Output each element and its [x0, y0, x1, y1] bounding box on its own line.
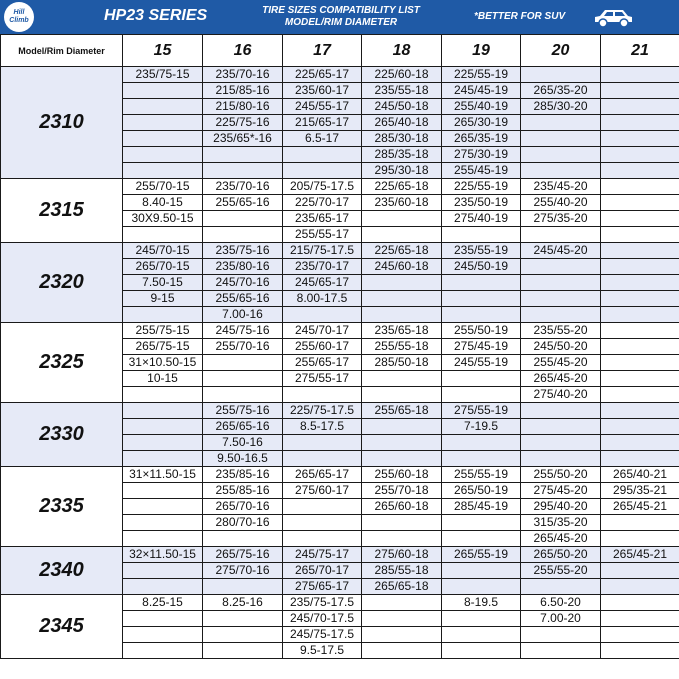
- model-label: 2330: [1, 403, 123, 467]
- tire-size-cell: [601, 563, 679, 579]
- tire-size-cell: [123, 435, 203, 451]
- tire-size-cell: 275/55-19: [442, 403, 521, 419]
- tire-size-cell: [123, 115, 203, 131]
- tire-size-cell: 7.50-15: [123, 275, 203, 291]
- tire-size-cell: 255/65-18: [362, 403, 442, 419]
- tire-size-cell: 245/55-19: [442, 355, 521, 371]
- tire-size-cell: [362, 611, 442, 627]
- tire-size-cell: 275/30-19: [442, 147, 521, 163]
- tire-size-cell: [203, 579, 283, 595]
- tire-size-cell: [362, 419, 442, 435]
- rim-16-header: 16: [203, 35, 283, 67]
- tire-size-cell: 245/75-16: [203, 323, 283, 339]
- tire-size-cell: [601, 323, 679, 339]
- tire-size-cell: 255/55-19: [442, 467, 521, 483]
- model-label: 2315: [1, 179, 123, 243]
- tire-size-cell: [601, 259, 679, 275]
- rim-17-header: 17: [283, 35, 362, 67]
- tire-size-cell: [521, 627, 601, 643]
- tire-size-cell: [123, 131, 203, 147]
- tire-size-cell: 235/60-18: [362, 195, 442, 211]
- tire-size-cell: [442, 515, 521, 531]
- tire-size-cell: [362, 211, 442, 227]
- tire-size-cell: 235/80-16: [203, 259, 283, 275]
- tire-size-cell: [123, 83, 203, 99]
- tire-size-cell: [362, 595, 442, 611]
- header-row: [1, 35, 679, 67]
- tire-size-cell: 255/75-15: [123, 323, 203, 339]
- tire-size-cell: [123, 627, 203, 643]
- tire-size-cell: 245/70-15: [123, 243, 203, 259]
- tire-size-cell: 285/55-18: [362, 563, 442, 579]
- tire-size-cell: 9.50-16.5: [203, 451, 283, 467]
- suv-icon: [592, 7, 634, 29]
- tire-size-cell: 225/60-18: [362, 67, 442, 83]
- tire-size-cell: [521, 67, 601, 83]
- tire-size-cell: [283, 307, 362, 323]
- tire-size-cell: [362, 627, 442, 643]
- tire-size-cell: [601, 643, 679, 659]
- tire-size-cell: [362, 371, 442, 387]
- tire-size-cell: [123, 451, 203, 467]
- tire-size-cell: 285/35-18: [362, 147, 442, 163]
- tire-size-cell: [283, 435, 362, 451]
- tire-size-cell: [123, 147, 203, 163]
- tire-size-cell: 265/65-16: [203, 419, 283, 435]
- tire-size-cell: 275/35-20: [521, 211, 601, 227]
- tire-size-cell: 255/65-16: [203, 195, 283, 211]
- tire-size-cell: 255/55-18: [362, 339, 442, 355]
- tire-size-cell: [123, 387, 203, 403]
- tire-size-cell: [601, 451, 679, 467]
- tire-size-cell: [362, 515, 442, 531]
- tire-size-cell: [362, 387, 442, 403]
- table-row: [1, 67, 679, 83]
- tire-size-cell: 245/60-18: [362, 259, 442, 275]
- tire-size-cell: 245/45-19: [442, 83, 521, 99]
- tire-size-cell: 225/65-17: [283, 67, 362, 83]
- tire-size-cell: [442, 275, 521, 291]
- tire-size-cell: [601, 131, 679, 147]
- tire-size-cell: [203, 227, 283, 243]
- tire-size-cell: [521, 163, 601, 179]
- tire-size-cell: 245/75-17: [283, 547, 362, 563]
- tire-size-cell: 225/55-19: [442, 179, 521, 195]
- tire-size-cell: [123, 307, 203, 323]
- tire-size-cell: [601, 339, 679, 355]
- tire-size-cell: 215/65-17: [283, 115, 362, 131]
- tire-size-cell: 235/60-17: [283, 83, 362, 99]
- model-label: 2325: [1, 323, 123, 403]
- tire-size-cell: 275/45-19: [442, 339, 521, 355]
- tire-size-cell: 255/50-20: [521, 467, 601, 483]
- tire-size-cell: 280/70-16: [203, 515, 283, 531]
- tire-size-cell: 265/75-15: [123, 339, 203, 355]
- suv-note: *BETTER FOR SUV: [474, 11, 566, 22]
- tire-size-cell: 245/75-17.5: [283, 627, 362, 643]
- tire-size-cell: 6.50-20: [521, 595, 601, 611]
- table-row: [1, 243, 679, 259]
- tire-size-cell: 265/60-18: [362, 499, 442, 515]
- tire-size-cell: [601, 291, 679, 307]
- tire-size-cell: [521, 307, 601, 323]
- tire-size-cell: [521, 435, 601, 451]
- tire-size-cell: 255/70-16: [203, 339, 283, 355]
- tire-size-cell: [283, 387, 362, 403]
- tire-size-cell: [123, 419, 203, 435]
- tire-size-cell: 235/65-18: [362, 323, 442, 339]
- tire-size-cell: [203, 627, 283, 643]
- tire-size-cell: [123, 563, 203, 579]
- tire-size-cell: [442, 451, 521, 467]
- brand-logo: Hill Climb: [4, 2, 34, 32]
- tire-size-cell: 285/30-18: [362, 131, 442, 147]
- tire-size-cell: [521, 643, 601, 659]
- tire-size-cell: 265/65-18: [362, 579, 442, 595]
- tire-size-cell: [123, 499, 203, 515]
- tire-size-cell: [362, 291, 442, 307]
- tire-size-cell: [442, 563, 521, 579]
- tire-size-cell: [123, 643, 203, 659]
- tire-size-cell: 295/35-21: [601, 483, 679, 499]
- tire-size-cell: 245/70-17.5: [283, 611, 362, 627]
- table-row: [1, 403, 679, 419]
- tire-size-cell: 245/70-16: [203, 275, 283, 291]
- tire-size-cell: 285/50-18: [362, 355, 442, 371]
- tire-size-cell: 235/55-19: [442, 243, 521, 259]
- tire-size-cell: 255/55-20: [521, 563, 601, 579]
- series-title: HP23 SERIES: [104, 7, 208, 24]
- tire-size-cell: 235/75-17.5: [283, 595, 362, 611]
- compatibility-table: [0, 34, 679, 659]
- tire-size-cell: [601, 243, 679, 259]
- tire-size-cell: [283, 451, 362, 467]
- tire-size-cell: 245/65-17: [283, 275, 362, 291]
- tire-size-cell: 265/45-20: [521, 371, 601, 387]
- tire-size-cell: [521, 259, 601, 275]
- tire-size-cell: [123, 163, 203, 179]
- tire-size-cell: [123, 403, 203, 419]
- tire-size-cell: [123, 515, 203, 531]
- tire-size-cell: 255/60-18: [362, 467, 442, 483]
- tire-size-cell: [601, 531, 679, 547]
- tire-size-cell: 235/75-15: [123, 67, 203, 83]
- tire-size-cell: 245/50-20: [521, 339, 601, 355]
- tire-size-cell: 265/50-19: [442, 483, 521, 499]
- tire-size-cell: 275/40-20: [521, 387, 601, 403]
- model-label: 2335: [1, 467, 123, 547]
- tire-size-cell: 295/30-18: [362, 163, 442, 179]
- tire-size-cell: 7-19.5: [442, 419, 521, 435]
- rim-15-header: 15: [123, 35, 203, 67]
- tire-size-cell: 255/70-18: [362, 483, 442, 499]
- tire-size-cell: [283, 163, 362, 179]
- tire-size-cell: 255/65-17: [283, 355, 362, 371]
- tire-size-cell: [601, 435, 679, 451]
- tire-size-cell: 235/75-16: [203, 243, 283, 259]
- tire-size-cell: [123, 227, 203, 243]
- tire-size-cell: [442, 531, 521, 547]
- rim-19-header: 19: [442, 35, 521, 67]
- tire-size-cell: 10-15: [123, 371, 203, 387]
- tire-size-cell: [601, 115, 679, 131]
- tire-size-cell: 225/55-19: [442, 67, 521, 83]
- tire-size-cell: 225/75-17.5: [283, 403, 362, 419]
- tire-size-cell: [442, 291, 521, 307]
- tire-size-cell: [442, 643, 521, 659]
- tire-size-cell: 245/50-19: [442, 259, 521, 275]
- tire-size-cell: [203, 643, 283, 659]
- tire-size-cell: [601, 147, 679, 163]
- tire-size-cell: 235/65*-16: [203, 131, 283, 147]
- tire-size-cell: [203, 163, 283, 179]
- tire-size-cell: [203, 531, 283, 547]
- tire-size-cell: 215/80-16: [203, 99, 283, 115]
- tire-size-cell: 9-15: [123, 291, 203, 307]
- tire-size-cell: 7.50-16: [203, 435, 283, 451]
- tire-size-cell: 8.25-15: [123, 595, 203, 611]
- tire-size-cell: [442, 307, 521, 323]
- tire-size-cell: 255/85-16: [203, 483, 283, 499]
- tire-size-cell: [362, 435, 442, 451]
- tire-size-cell: [362, 275, 442, 291]
- tire-size-cell: [601, 371, 679, 387]
- tire-size-cell: [521, 131, 601, 147]
- subtitle-line-1: TIRE SIZES COMPATIBILITY LIST: [262, 5, 420, 16]
- tire-size-cell: [601, 163, 679, 179]
- tire-size-cell: 255/45-20: [521, 355, 601, 371]
- tire-size-cell: [203, 387, 283, 403]
- tire-size-cell: 255/45-19: [442, 163, 521, 179]
- tire-size-cell: 255/40-19: [442, 99, 521, 115]
- tire-size-cell: 31×11.50-15: [123, 467, 203, 483]
- tire-size-cell: [601, 611, 679, 627]
- tire-size-cell: [601, 307, 679, 323]
- tire-size-cell: 235/70-16: [203, 67, 283, 83]
- tire-size-cell: 275/60-17: [283, 483, 362, 499]
- tire-size-cell: 265/55-19: [442, 547, 521, 563]
- tire-size-cell: 225/75-16: [203, 115, 283, 131]
- tire-size-cell: [362, 643, 442, 659]
- tire-size-cell: [601, 515, 679, 531]
- tire-size-cell: [521, 403, 601, 419]
- tire-size-cell: [442, 627, 521, 643]
- tire-size-cell: 265/45-20: [521, 531, 601, 547]
- tire-size-cell: 215/85-16: [203, 83, 283, 99]
- tire-size-cell: [123, 99, 203, 115]
- rim-21-header: 21: [601, 35, 679, 67]
- tire-size-cell: 8.40-15: [123, 195, 203, 211]
- tire-size-cell: 315/35-20: [521, 515, 601, 531]
- tire-size-cell: [601, 211, 679, 227]
- tire-size-cell: 255/65-16: [203, 291, 283, 307]
- tire-size-cell: 235/45-20: [521, 179, 601, 195]
- tire-size-cell: 255/60-17: [283, 339, 362, 355]
- tire-size-cell: [442, 371, 521, 387]
- corner-label: Model/Rim Diameter: [1, 35, 123, 67]
- tire-size-cell: 265/35-19: [442, 131, 521, 147]
- tire-size-cell: 225/65-18: [362, 243, 442, 259]
- table-row: [1, 323, 679, 339]
- tire-size-cell: 275/55-17: [283, 371, 362, 387]
- list-subtitle: [236, 5, 446, 29]
- tire-size-cell: [601, 419, 679, 435]
- tire-size-cell: 265/70-15: [123, 259, 203, 275]
- tire-size-cell: [203, 371, 283, 387]
- tire-size-cell: [521, 579, 601, 595]
- tire-size-cell: 235/70-16: [203, 179, 283, 195]
- tire-size-cell: [123, 611, 203, 627]
- tire-size-cell: [442, 227, 521, 243]
- tire-size-cell: 8-19.5: [442, 595, 521, 611]
- tire-size-cell: 225/65-18: [362, 179, 442, 195]
- tire-size-cell: [123, 579, 203, 595]
- tire-size-cell: [123, 531, 203, 547]
- tire-size-cell: 265/45-21: [601, 499, 679, 515]
- tire-size-cell: [283, 499, 362, 515]
- tire-size-cell: 225/70-17: [283, 195, 362, 211]
- tire-size-cell: 275/45-20: [521, 483, 601, 499]
- tire-size-cell: [362, 531, 442, 547]
- tire-size-cell: [601, 195, 679, 211]
- table-row: [1, 179, 679, 195]
- table-row: [1, 547, 679, 563]
- tire-size-cell: 265/75-16: [203, 547, 283, 563]
- tire-size-cell: [362, 227, 442, 243]
- tire-size-cell: 275/40-19: [442, 211, 521, 227]
- tire-size-cell: 32×11.50-15: [123, 547, 203, 563]
- tire-size-cell: 235/85-16: [203, 467, 283, 483]
- tire-size-cell: [601, 627, 679, 643]
- tire-size-cell: [521, 115, 601, 131]
- tire-size-cell: 265/70-16: [203, 499, 283, 515]
- model-label: 2320: [1, 243, 123, 323]
- table-row: [1, 595, 679, 611]
- tire-size-cell: 245/70-17: [283, 323, 362, 339]
- tire-size-cell: [521, 227, 601, 243]
- model-label: 2345: [1, 595, 123, 659]
- tire-size-cell: 8.5-17.5: [283, 419, 362, 435]
- tire-size-cell: [601, 275, 679, 291]
- tire-size-cell: [123, 483, 203, 499]
- tire-size-cell: [601, 227, 679, 243]
- tire-size-cell: 245/55-17: [283, 99, 362, 115]
- tire-size-cell: 255/55-17: [283, 227, 362, 243]
- tire-size-cell: 235/55-20: [521, 323, 601, 339]
- tire-size-cell: [442, 435, 521, 451]
- tire-size-cell: 255/50-19: [442, 323, 521, 339]
- tire-size-cell: 8.00-17.5: [283, 291, 362, 307]
- model-label: 2310: [1, 67, 123, 179]
- subtitle-line-2: MODEL/RIM DIAMETER: [284, 17, 398, 28]
- tire-size-cell: 295/40-20: [521, 499, 601, 515]
- tire-size-cell: [283, 147, 362, 163]
- tire-size-cell: [521, 147, 601, 163]
- tire-size-cell: 285/45-19: [442, 499, 521, 515]
- tire-size-cell: 255/40-20: [521, 195, 601, 211]
- tire-size-cell: [362, 451, 442, 467]
- tire-size-cell: 265/30-19: [442, 115, 521, 131]
- tire-size-cell: [601, 387, 679, 403]
- tire-size-cell: 205/75-17.5: [283, 179, 362, 195]
- tire-size-cell: 265/40-21: [601, 467, 679, 483]
- tire-size-cell: [203, 611, 283, 627]
- tire-size-cell: [601, 83, 679, 99]
- tire-size-cell: [601, 99, 679, 115]
- tire-size-cell: [203, 355, 283, 371]
- tire-size-cell: 31×10.50-15: [123, 355, 203, 371]
- tire-size-cell: 275/65-17: [283, 579, 362, 595]
- tire-size-cell: 265/70-17: [283, 563, 362, 579]
- tire-size-cell: [601, 595, 679, 611]
- tire-size-cell: 265/65-17: [283, 467, 362, 483]
- tire-size-cell: 7.00-20: [521, 611, 601, 627]
- tire-size-cell: [442, 611, 521, 627]
- tire-size-cell: [283, 531, 362, 547]
- rim-20-header: 20: [521, 35, 601, 67]
- tire-size-cell: [203, 211, 283, 227]
- tire-size-cell: 8.25-16: [203, 595, 283, 611]
- tire-size-cell: 285/30-20: [521, 99, 601, 115]
- tire-size-cell: 235/65-17: [283, 211, 362, 227]
- tire-size-cell: [283, 515, 362, 531]
- tire-size-cell: [521, 419, 601, 435]
- tire-size-cell: 265/35-20: [521, 83, 601, 99]
- tire-size-cell: 255/75-16: [203, 403, 283, 419]
- tire-size-cell: 245/45-20: [521, 243, 601, 259]
- tire-size-cell: 275/60-18: [362, 547, 442, 563]
- tire-size-cell: [362, 307, 442, 323]
- tire-size-cell: 9.5-17.5: [283, 643, 362, 659]
- tire-size-cell: [521, 275, 601, 291]
- tire-size-cell: [601, 67, 679, 83]
- tire-size-cell: [442, 579, 521, 595]
- tire-size-cell: 245/50-18: [362, 99, 442, 115]
- tire-size-cell: 265/50-20: [521, 547, 601, 563]
- table-row: [1, 467, 679, 483]
- model-label: 2340: [1, 547, 123, 595]
- tire-size-cell: 6.5-17: [283, 131, 362, 147]
- header-bar: [0, 0, 679, 34]
- tire-size-cell: [601, 179, 679, 195]
- tire-size-cell: 235/55-18: [362, 83, 442, 99]
- tire-size-cell: 275/70-16: [203, 563, 283, 579]
- tire-size-cell: 265/40-18: [362, 115, 442, 131]
- tire-size-cell: 265/45-21: [601, 547, 679, 563]
- tire-size-cell: [442, 387, 521, 403]
- rim-18-header: 18: [362, 35, 442, 67]
- tire-size-cell: 7.00-16: [203, 307, 283, 323]
- tire-size-cell: 255/70-15: [123, 179, 203, 195]
- tire-size-cell: 30X9.50-15: [123, 211, 203, 227]
- tire-size-cell: 235/50-19: [442, 195, 521, 211]
- tire-size-cell: [521, 291, 601, 307]
- tire-size-cell: [601, 403, 679, 419]
- tire-size-cell: [601, 355, 679, 371]
- tire-size-cell: [203, 147, 283, 163]
- tire-size-cell: [521, 451, 601, 467]
- tire-size-cell: 215/75-17.5: [283, 243, 362, 259]
- tire-size-cell: 235/70-17: [283, 259, 362, 275]
- tire-size-cell: [601, 579, 679, 595]
